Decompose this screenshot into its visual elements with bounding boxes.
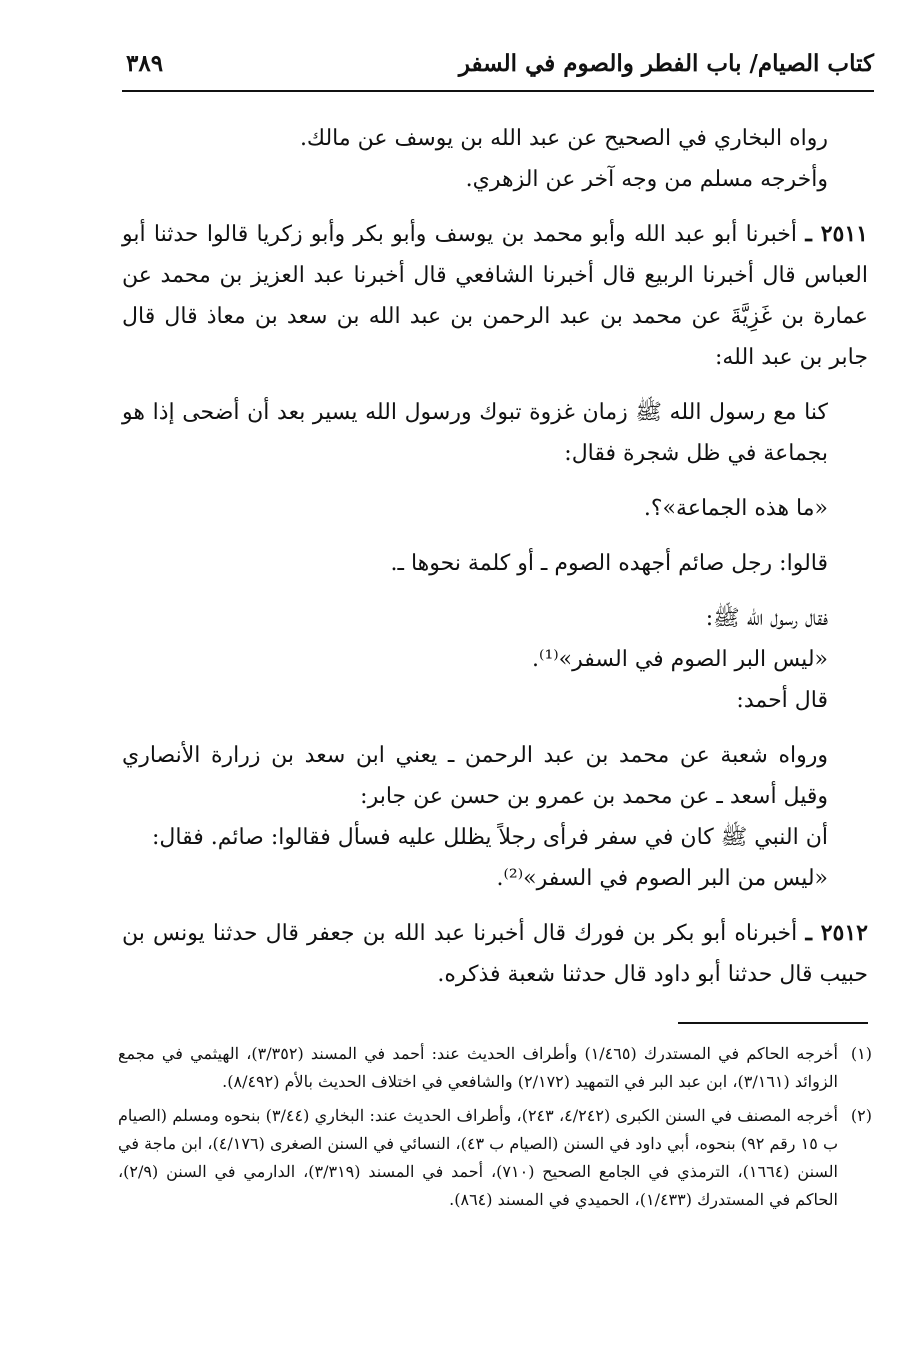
chapter-title: كتاب الصيام/ باب الفطر والصوم في السفر [458, 50, 874, 77]
page-number: ٣٨٩ [126, 50, 164, 77]
hadith-2511 [122, 214, 868, 378]
hadith-text: أخبرناه أبو بكر بن فورك قال أخبرنا عبد الله بن جعفر قال حدثنا يونس بن حبيب قال حدثنا أبو داود قال حدثنا شعبة فذكره. [122, 921, 868, 987]
paragraph-nabi: أن النبي ﷺ كان في سفر فرأى رجلاً يظلل عليه فسأل فقالوا: صائم. فقال: [151, 825, 828, 850]
footnote-divider [678, 1022, 868, 1024]
footnote-1 [118, 1040, 872, 1096]
footnotes [118, 1040, 872, 1220]
footnote-number: (٢) [850, 1106, 872, 1125]
hadith-text: أخبرنا أبو عبد الله وأبو محمد بن يوسف وأبو بكر وأبو زكريا قالوا حدثنا أبو العباس قال أخبرنا الربيع قال أخبرنا الشافعي قال أخبرنا عبد العزيز بن محمد عن عمارة بن غَزِيَّةَ عن محمد بن عبد الرحمن بن عبد الله بن سعد بن معاذ قال قال جابر بن عبد الله: [122, 222, 868, 370]
quote-laysa-min-albirr: «ليس من البر الصوم في السفر»⁽²⁾. [496, 866, 828, 891]
paragraph-ahmad: قال أحمد: [736, 688, 828, 713]
paragraph-prophet-said: فقال رسول الله ﷺ: [705, 606, 828, 631]
paragraph-reply: قالوا: رجل صائم أجهده الصوم ـ أو كلمة نحوها ـ. [390, 551, 828, 576]
footnote-text: أخرجه المصنف في السنن الكبرى (٤/٢٤٢، ٢٤٣)، وأطراف الحديث عند: البخاري (٣/٤٤) بنحوه ومسلم (الصيام ب ١٥ رقم ٩٢) بنحوه، أبي داود في السنن (الصيام ب ٤٣)، النسائي في السنن الصغرى (٤/١٧٦)، ابن ماجة في السنن (١٦٦٤)، الترمذي في الجامع الصحيح (٧١٠)، أحمد في المسند (٣/٣١٩)، الدارمي في السنن (٢/٩)، الحاكم في المستدرك (١/٤٣٣)، الحميدي في المسند (٨٦٤). [118, 1106, 839, 1209]
footnote-number: (١) [850, 1044, 872, 1063]
paragraph-bukhari: رواه البخاري في الصحيح عن عبد الله بن يوسف عن مالك. [299, 126, 828, 151]
paragraph-muslim: وأخرجه مسلم من وجه آخر عن الزهري. [465, 167, 828, 192]
hadith-2512 [122, 913, 868, 995]
hadith-number: ٢٥١١ ـ [805, 221, 868, 247]
main-text [122, 118, 868, 995]
quote-laysa-albirr: «ليس البر الصوم في السفر»⁽¹⁾. [532, 647, 828, 672]
quote-question: «ما هذه الجماعة»؟. [643, 496, 828, 521]
footnote-text: أخرجه الحاكم في المستدرك (١/٤٦٥) وأطراف الحديث عند: أحمد في المسند (٣/٣٥٢)، الهيثمي في مجمع الزوائد (٣/١٦١)، ابن عبد البر في التمهيد (٢/١٧٢) والشافعي في اختلاف الحديث بالأم (٨/٤٩٢). [118, 1044, 838, 1091]
paragraph-shuba: ورواه شعبة عن محمد بن عبد الرحمن ـ يعني ابن سعد بن زرارة الأنصاري وقيل أسعد ـ عن محمد بن عمرو بن حسن عن جابر: [122, 743, 828, 809]
running-header [122, 46, 874, 92]
hadith-number: ٢٥١٢ ـ [805, 920, 868, 946]
paragraph-tabuk: كنا مع رسول الله ﷺ زمان غزوة تبوك ورسول الله يسير بعد أن أضحى إذا هو بجماعة في ظل شجرة فقال: [122, 400, 828, 466]
footnote-2 [118, 1102, 872, 1214]
